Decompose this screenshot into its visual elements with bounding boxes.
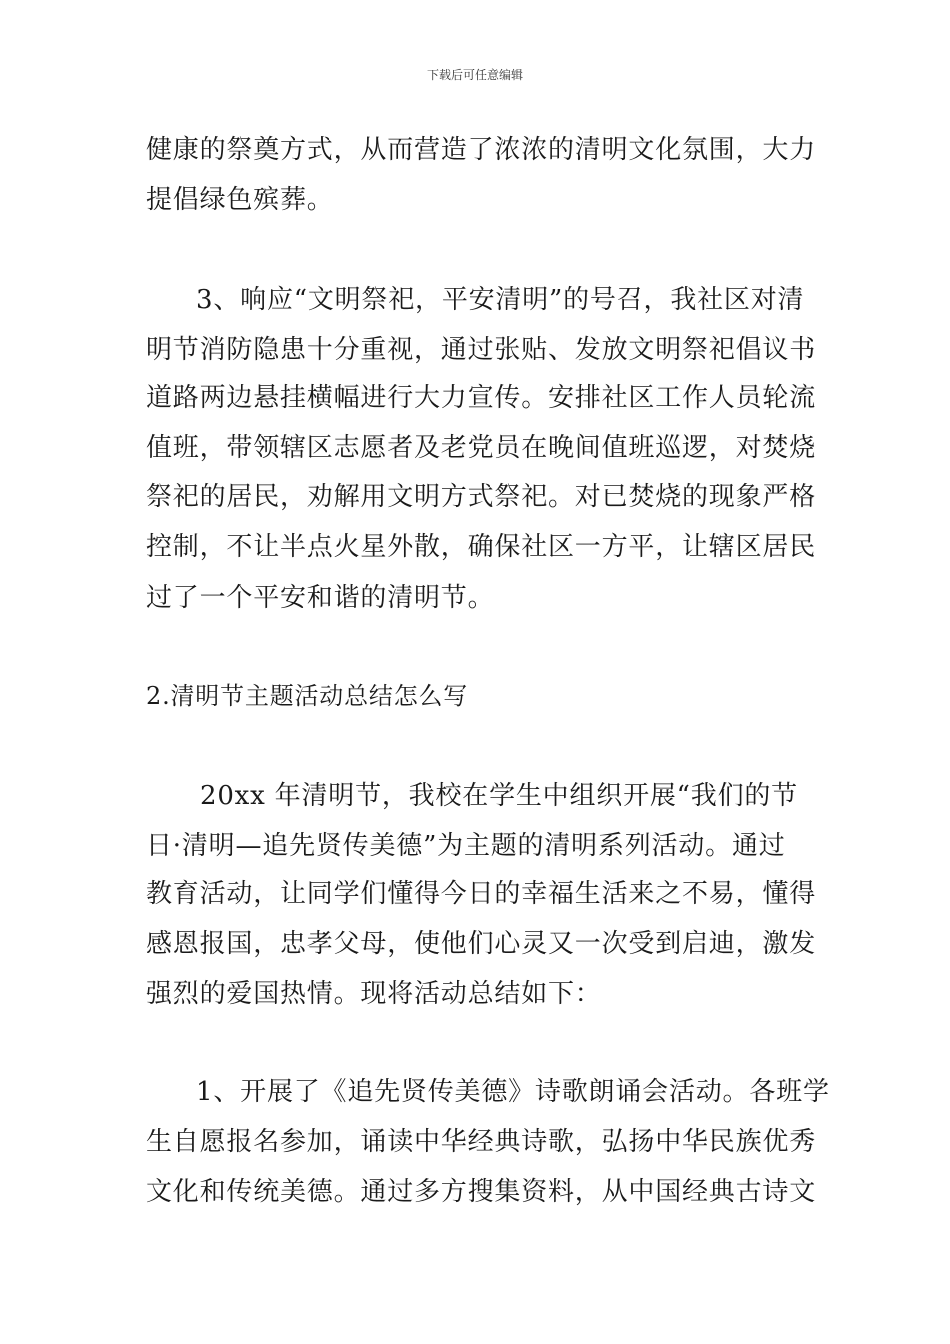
text-line: 20xx 年清明节，我校在学生中组织开展“我们的节 — [200, 781, 798, 811]
text-line: 强烈的爱国热情。现将活动总结如下： — [146, 979, 602, 1009]
page-header-note: 下载后可任意编辑 — [426, 68, 523, 82]
text-line: 感恩报国，忠孝父母，使他们心灵又一次受到启迪，激发 — [146, 929, 817, 959]
text-line: 生自愿报名参加，诵读中华经典诗歌，弘扬中华民族优秀 — [146, 1127, 817, 1157]
text-line: 文化和传统美德。通过多方搜集资料，从中国经典古诗文 — [146, 1177, 817, 1207]
text-line: 值班，带领辖区志愿者及老党员在晚间值班巡逻，对焚烧 — [146, 433, 817, 463]
text-line: 明节消防隐患十分重视，通过张贴、发放文明祭祀倡议书 — [146, 335, 817, 365]
text-line: 健康的祭奠方式，从而营造了浓浓的清明文化氛围，大力 — [146, 135, 817, 165]
text-line: 1、开展了《追先贤传美德》诗歌朗诵会活动。各班学 — [196, 1077, 830, 1107]
text-line: 过了一个平安和谐的清明节。 — [146, 583, 495, 613]
text-line: 日·清明—追先贤传美德”为主题的清明系列活动。通过 — [146, 831, 786, 861]
text-line: 祭祀的居民，劝解用文明方式祭祀。对已焚烧的现象严格 — [146, 482, 817, 512]
section-heading: 2.清明节主题活动总结怎么写 — [146, 682, 469, 710]
text-line: 道路两边悬挂横幅进行大力宣传。安排社区工作人员轮流 — [146, 383, 817, 413]
text-line: 3、响应“文明祭祀，平安清明”的号召，我社区对清 — [196, 285, 805, 315]
text-line: 控制，不让半点火星外散，确保社区一方平，让辖区居民 — [146, 532, 817, 562]
text-line: 教育活动，让同学们懂得今日的幸福生活来之不易，懂得 — [146, 879, 817, 909]
text-line: 提倡绿色殡葬。 — [146, 185, 334, 215]
